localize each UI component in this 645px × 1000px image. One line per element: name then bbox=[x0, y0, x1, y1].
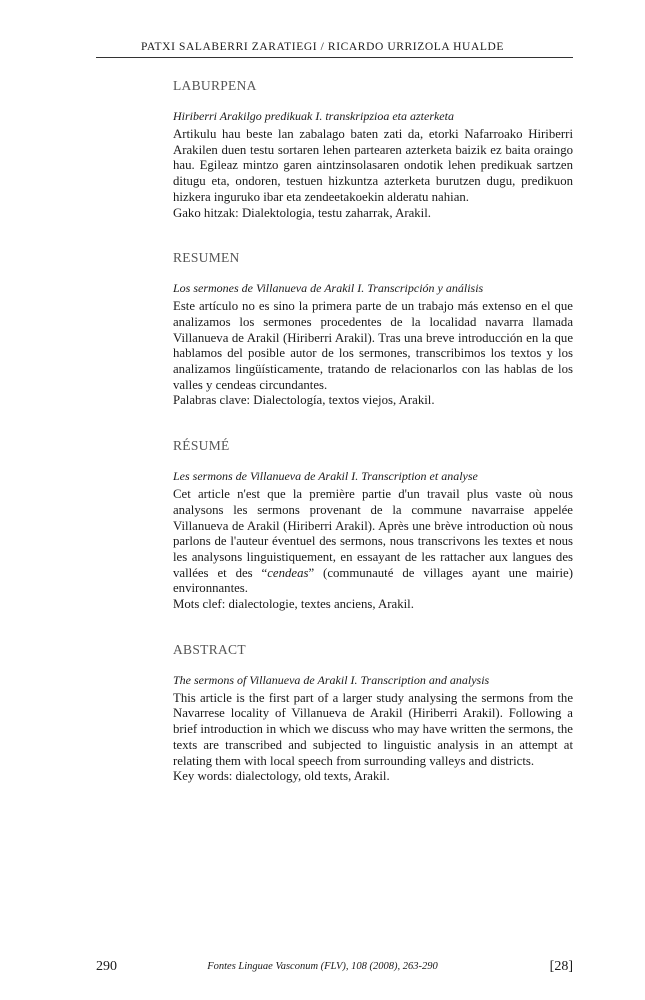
section-title: Les sermons de Villanueva de Arakil I. Transcription et analyse bbox=[173, 469, 478, 484]
section-body: This article is the first part of a larger study analysing the sermons from the Navarrese locality of Villanueva de Arakil (Hiriberri Arakil). Following a brief introduction in which we discuss who may have written the sermons, the texts are transcribed and subjected to linguistic analysis in an attempt at relating them with local speech from surrounding valleys and districts. bbox=[173, 690, 573, 768]
page-number: 290 bbox=[96, 959, 117, 974]
section-resumen bbox=[173, 250, 573, 409]
section-body-part: Cet article n'est que la première partie d'un travail plus vaste où nous analysons les sermons provenant de la commune navarraise appelée Villanueva de Arakil (Hiriberri Arakil). Après une brève introduction où nous parlons de l'auteur éventuel des sermons, nous transcrivons les textes et nous les analysons linguistiquement, en essayant de les rattacher aux langues des vallées et des “ bbox=[173, 487, 573, 580]
section-title: Hiriberri Arakilgo predikuak I. transkripzioa eta azterketa bbox=[173, 109, 454, 123]
section-body: Artikulu hau beste lan zabalago baten zati da, etorki Nafarroako Hiriberri Arakilen duen testu sortaren lehen partearen azterketa baizik ez baita oraingo hau. Egileaz mintzo garen aintzinsolasaren ondotik lehen predikuak sartzen ditugu eta, ondoren, testuen hizkuntza azterketa burutzen dugu, predikuon hizkera inguruko ibar eta zendeetakoekin alderatu nahian. bbox=[173, 127, 573, 204]
section-resume bbox=[173, 438, 573, 613]
section-abstract bbox=[173, 642, 573, 785]
section-body-emphasis: cendeas bbox=[267, 565, 309, 580]
journal-citation-text: Fontes Linguae Vasconum (FLV), 108 (2008), 263-290 bbox=[207, 961, 438, 972]
bracket-page-number: [28] bbox=[549, 959, 573, 974]
journal-citation bbox=[0, 961, 645, 972]
section-title: Los sermones de Villanueva de Arakil I. Transcripción y análisis bbox=[173, 281, 484, 296]
abstracts-block bbox=[173, 78, 573, 814]
section-body: Este artículo no es sino la primera parte de un trabajo más extenso en el que analizamos los sermones procedentes de la localidad navarra llamada Villanueva de Arakil (Hiriberri Arakil). Tras una breve introducción en la que hablamos del posible autor de los sermones, transcribimos los textos y los analizamos lingüísticamente, tratando de relacionarlos con las hablas de los valles y cendeas circundantes. bbox=[173, 299, 573, 392]
section-heading: RÉSUMÉ bbox=[173, 438, 230, 454]
section-body-part: ” (communauté de villages ayant une mairie) environnantes. bbox=[173, 565, 573, 596]
section-heading: LABURPENA bbox=[173, 78, 257, 93]
section-title: The sermons of Villanueva de Arakil I. Transcription and analysis bbox=[173, 672, 490, 687]
section-keywords: Gako hitzak: Dialektologia, testu zaharrak, Arakil. bbox=[173, 205, 431, 220]
section-body bbox=[173, 487, 573, 597]
header-rule bbox=[96, 57, 573, 58]
section-keywords: Key words: dialectology, old texts, Arakil. bbox=[173, 769, 390, 784]
section-heading: RESUMEN bbox=[173, 250, 240, 266]
section-heading: ABSTRACT bbox=[173, 641, 246, 657]
section-keywords: Palabras clave: Dialectología, textos viejos, Arakil. bbox=[173, 393, 435, 408]
section-laburpena bbox=[173, 78, 573, 221]
section-keywords: Mots clef: dialectologie, textes anciens, Arakil. bbox=[173, 597, 414, 612]
running-head: PATXI SALABERRI ZARATIEGI / RICARDO URRIZOLA HUALDE bbox=[140, 41, 505, 53]
